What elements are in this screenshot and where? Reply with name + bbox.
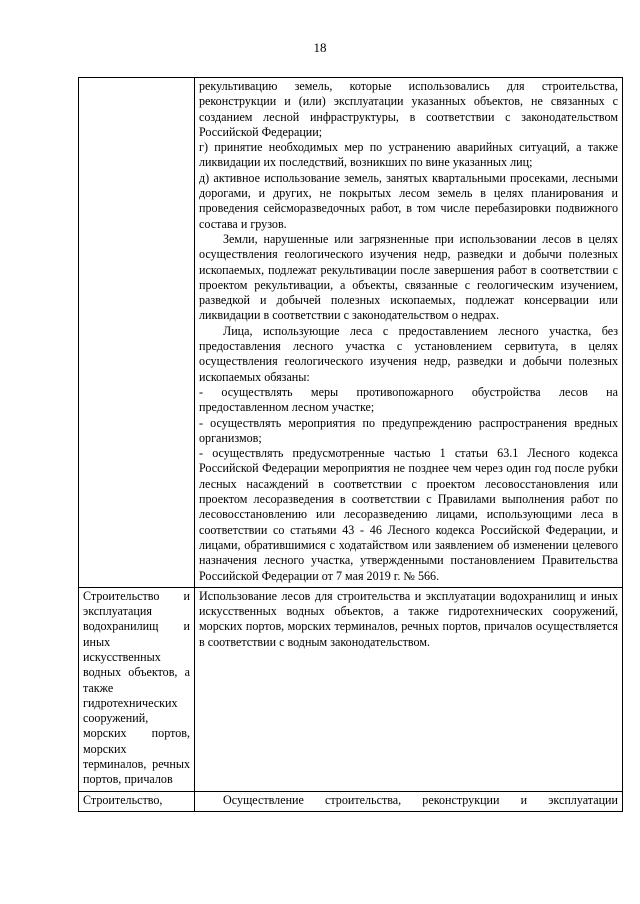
requirements-paragraph: рекультивацию земель, которые использовались для строительства, реконструкции и (или) эксплуатации указанных объектов, не связанных с созданием лесной инфраструктуры, в соответствии с законодательством Российской Федерации;	[199, 79, 618, 139]
requirements-paragraph: Осуществление строительства, реконструкции и эксплуатации	[223, 792, 618, 807]
table-cell-use-type	[79, 78, 195, 588]
use-type-text: Строительство и эксплуатация водохранилищ и иных искусственных водных объектов, а также гидротехнических сооружений, морских портов, морских терминалов, речных портов, причалов	[83, 588, 190, 787]
table-cell-use-type	[79, 587, 195, 791]
table-cell-requirements	[195, 78, 623, 588]
requirements-paragraph: - осуществлять предусмотренные частью 1 статьи 63.1 Лесного кодекса Российской Федерации мероприятия не позднее чем через один год после рубки лесных насаждений в соответствии с проектом лесовосстановления или проектом лесоразведения в соответствии с Правилами выполнения работ по лесовосстановлению или лесоразведению лицами, использующими леса в соответствии со статьями 43 - 46 Лесного кодекса Российской Федерации, и лицами, обратившимися с ходатайством или заявлением об изменении целевого назначения лесного участка, утвержденными постановлением Правительства Российской Федерации от 7 мая 2019 г. № 566.	[199, 446, 618, 583]
forest-use-table	[78, 77, 623, 812]
requirements-paragraph: Земли, нарушенные или загрязненные при использовании лесов в целях осуществления геологического изучения недр, разведки и добычи полезных ископаемых, подлежат рекультивации после завершения работ в соответствии с проектом рекультивации, а объекты, связанные с геологическим изучением, разведкой и добычей полезных ископаемых, подлежат консервации или ликвидации в соответствии с законодательством о недрах.	[199, 231, 618, 323]
requirements-paragraph: - осуществлять меры противопожарного обустройства лесов на предоставленном лесном участке;	[199, 384, 618, 415]
page-number: 18	[313, 40, 327, 55]
requirements-paragraph: Использование лесов для строительства и эксплуатации водохранилищ и иных искусственных водных объектов, а также гидротехнических сооружений, морских портов, морских терминалов, речных портов, причалов осуществляется в соответствии с водным законодательством.	[199, 588, 618, 649]
requirements-paragraph: г) принятие необходимых мер по устранению аварийных ситуаций, а также ликвидации их последствий, возникших по вине указанных лиц;	[199, 140, 618, 170]
requirements-paragraph: Лица, использующие леса с предоставлением лесного участка, без предоставления лесного участка с установлением сервитута, в целях осуществления геологического изучения недр, разведки и добычи полезных ископаемых обязаны:	[199, 323, 618, 384]
table-cell-requirements	[195, 587, 623, 791]
requirements-paragraph: - осуществлять мероприятия по предупреждению распространения вредных организмов;	[199, 415, 618, 445]
table-row	[79, 587, 623, 791]
table-cell-requirements	[195, 791, 623, 811]
table-cell-use-type	[79, 791, 195, 811]
use-type-text: Строительство,	[83, 792, 163, 807]
requirements-paragraph: д) активное использование земель, занятых квартальными просеками, лесными дорогами, и других, не покрытых лесом земель в целях планирования и проведения сейсморазведочных работ, в том числе перебазировки подвижного состава и грузов.	[199, 170, 618, 231]
table-row	[79, 791, 623, 811]
table-row	[79, 78, 623, 588]
